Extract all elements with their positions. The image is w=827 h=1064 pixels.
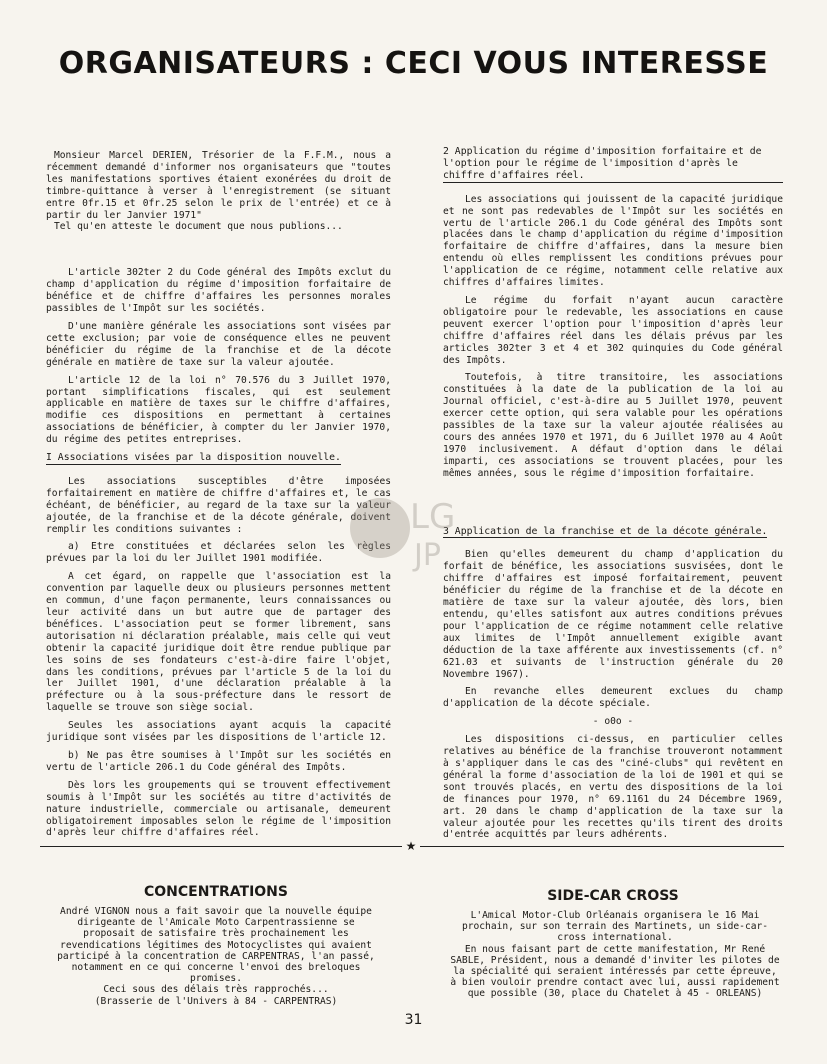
sidecar-text-2: En nous faisant part de cette manifestation, Mr René SABLE, Président, nous a demandé d'inviter les pilotes de la spécialité qui seraient intéressés par cette épreuve, à bien vouloir prendre contact avec lui, aussi rapidement que possible (30, place du Chatelet à 45 - ORLEANS) [450, 943, 780, 1000]
sidecar-text: L'Amical Motor-Club Orléanais organisera le 16 Mai prochain, sur son terrain des Martinets, un side-car-cross international. [461, 910, 769, 944]
sidecar-body [450, 910, 780, 1000]
right-paragraph-5: En revanche elles demeurent exclues du champ d'application de la décote spéciale. [443, 686, 783, 710]
article-paragraph-1: L'article 302ter 2 du Code général des Impôts exclut du champ d'application du régime d'imposition forfaitaire de bénéfice et de chiffre d'affaires les personnes morales passibles de l'Impôt sur les sociétés. [46, 267, 391, 315]
section-divider: - o0o - [592, 716, 634, 728]
article-paragraph-2: D'une manière générale les associations sont visées par cette exclusion; par voie de conséquence elles ne peuvent bénéficier du régime de la franchise et de la décote générale en matière de taxe sur la valeur ajoutée. [46, 320, 391, 368]
article-paragraph-5: a) Etre constituées et déclarées selon les règles prévues par la loi du ler Juillet 1901 modifiée. [46, 541, 391, 565]
article-paragraph-4: Les associations susceptibles d'être imposées forfaitairement en matière de chiffre d'affaires et, le cas échéant, de bénéficier, au regard de la taxe sur la valeur ajoutée, de la franchise et de la décote générale, doivent remplir les conditions suivantes : [46, 475, 391, 535]
section-heading-1: I Associations visées par la disposition nouvelle. [46, 452, 341, 464]
page-number: 31 [404, 1012, 423, 1028]
svg-text:LG: LG [410, 497, 456, 537]
concentrations-line-2: Ceci sous des délais très rapprochés... [103, 984, 329, 996]
intro-paragraph: Monsieur Marcel DERIEN, Trésorier de la F.F.M., nous a récemment demandé d'informer nos organisateurs que "toutes les manifestations sportives étaient exonérées du droit de timbre-quittance à verser à l'enregistrement (se situant entre 0fr.15 et 0fr.25 selon le prix de l'entrée) et ce à partir du ler Janvier 1971" [46, 150, 391, 221]
watermark-stamp [340, 483, 460, 583]
sidecar-title: SIDE-CAR CROSS [547, 888, 679, 904]
article-paragraph-9: Dès lors les groupements qui se trouvent effectivement soumis à l'Impôt sur les sociétés au titre d'activités de nature industrielle, commerciale ou artisanale, demeurent obligatoirement imposables selon le régime de l'imposition d'après leur chiffre d'affaires réel. [46, 779, 391, 839]
section-heading-2: 2 Application du régime d'imposition forfaitaire et de l'option pour le régime de l'imposition d'après le chiffre d'affaires réel. [443, 146, 783, 183]
article-paragraph-3: L'article 12 de la loi n° 70.576 du 3 Juillet 1970, portant simplifications fiscales, qui est seulement applicable en matière de taxes sur le chiffre d'affaires, modifie ces dispositions en permettant à certaines associations de bénéficier, à compter du ler Janvier 1970, du régime des petites entreprises. [46, 374, 391, 446]
section-heading-3: 3 Application de la franchise et de la décote générale. [443, 525, 768, 537]
right-paragraph-2: Le régime du forfait n'ayant aucun caractère obligatoire pour le redevable, les associations en cause peuvent exercer l'option pour l'imposition d'après leur chiffre d'affaires réel dans les délais prévus par les articles 302ter 3 et 4 et 302 quinquies du Code général des Impôts. [443, 294, 783, 366]
star-ornament: ★ [402, 838, 420, 854]
right-paragraph-3: Toutefois, à titre transitoire, les associations constituées à la date de la publication de la loi au Journal officiel, c'est-à-dire au 5 Juillet 1970, peuvent exercer cette option, qui sera valable pour les opérations passibles de la taxe sur la valeur ajoutée réalisées au cours des années 1970 et 1971, du 6 Juillet 1970 au 4 Août 1970 inclusivement. A défaut d'option dans le délai imparti, ces associations se trouvent placées, pour les mêmes années, sous le régime d'imposition forfaitaire. [443, 372, 783, 479]
concentrations-body [52, 906, 380, 1007]
right-column [443, 146, 783, 847]
intro-tail: Tel qu'en atteste le document que nous publions... [54, 221, 343, 233]
article-paragraph-8: b) Ne pas être soumises à l'Impôt sur les sociétés en vertu de l'article 206.1 du Code général des Impôts. [46, 749, 391, 773]
right-paragraph-4: Bien qu'elles demeurent du champ d'application du forfait de bénéfice, les associations susvisées, dont le chiffre d'affaires est imposé forfaitairement, peuvent bénéficier du régime de la franchise et de la décote en matière de taxe sur la valeur ajoutée, dès lors, bien entendu, qu'elles satisfont aux autres conditions prévues pour l'application de ce régime notamment celle relative aux limites de l'Impôt annuellement exigible avant déduction de la taxe afférente aux investissements (cf. n° 621.03 et suivants de l'instruction générale du 20 Novembre 1967). [443, 549, 783, 680]
page-title: ORGANISATEURS : CECI VOUS INTERESSE [58, 46, 769, 81]
svg-text:JP: JP [414, 538, 441, 573]
concentrations-line-3: (Brasserie de l'Univers à 84 - CARPENTRAS) [94, 995, 338, 1007]
right-paragraph-1: Les associations qui jouissent de la capacité juridique et ne sont pas redevables de l'Impôt sur les sociétés en vertu de l'article 206.1 du Code général des Impôts sont placées dans le champ d'application du régime d'imposition forfaitaire de chiffre d'affaires, dans la mesure bien entendu où elles remplissent les conditions prévues pour l'application de ce régime, notamment celle relative aux chiffres d'affaires limites. [443, 193, 783, 289]
concentrations-title: CONCENTRATIONS [144, 884, 288, 900]
right-paragraph-6: Les dispositions ci-dessus, en particulier celles relatives au bénéfice de la franchise trouveront notamment à s'appliquer dans le cas des "ciné-clubs" qui revêtent en général la forme d'association de la loi de 1901 et qui se sont trouvés placés, en vertu des dispositions de la loi de finances pour 1970, n° 69.1161 du 24 Décembre 1969, art. 20 dans le champ d'application de la taxe sur la valeur ajoutée pour les recettes qu'ils tirent des droits d'entrée acquittés par leurs adhérents. [443, 734, 783, 841]
article-paragraph-7: Seules les associations ayant acquis la capacité juridique sont visées par les dispositions de l'article 12. [46, 720, 391, 744]
article-paragraph-6: A cet égard, on rappelle que l'association est la convention par laquelle deux ou plusieurs personnes mettent en commun, d'une façon permanente, leurs connaissances ou leur activité dans un but autre que de partager des bénéfices. L'association peut se former librement, sans autorisation ni déclaration préalable, mais celle qui veut obtenir la capacité juridique doit être rendue publique par les soins de ses fondateurs c'est-à-dire faire l'objet, dans les conditions, prévues par l'article 5 de la loi du ler Juillet 1901, d'une déclaration préalable à la préfecture ou à la sous-préfecture dans le ressort de laquelle se trouve son siège social. [46, 571, 391, 714]
concentrations-text: André VIGNON nous a fait savoir que la nouvelle équipe dirigeante de l'Amicale Moto Carpentrassienne se proposait de satisfaire très prochainement les revendications légitimes des Motocyclistes qui avaient participé à la concentration de CARPENTRAS, l'an passé, notamment en ce qui concerne l'envoi des breloques promises. [57, 906, 375, 985]
